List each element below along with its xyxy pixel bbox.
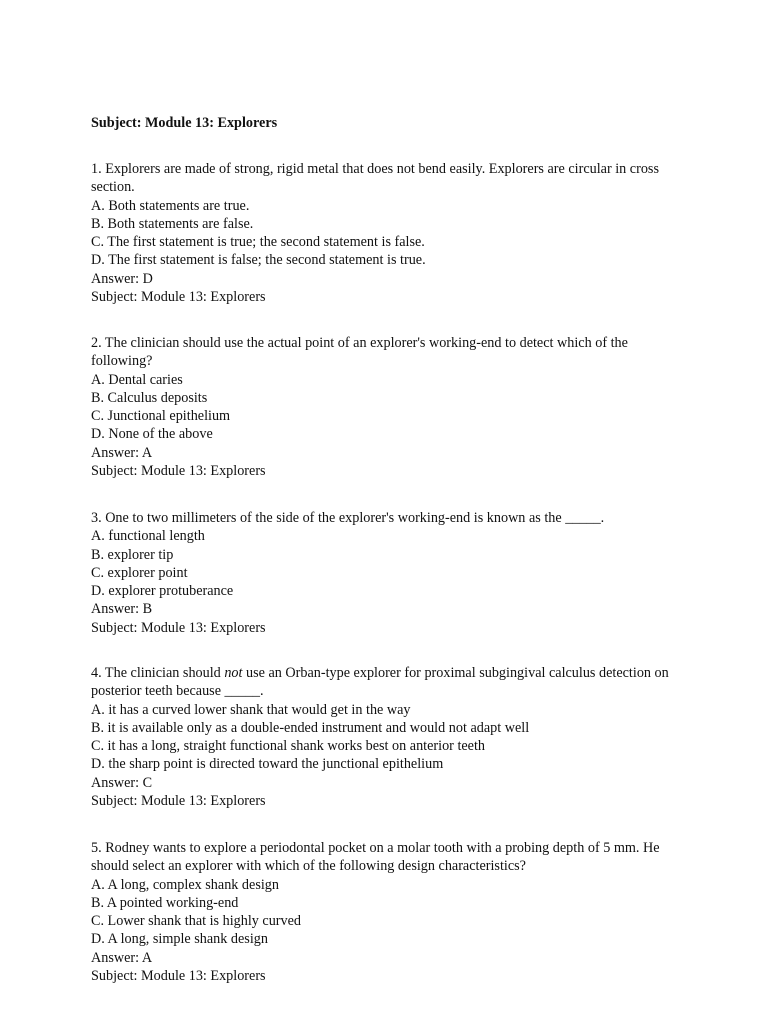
question-stem <box>91 664 681 701</box>
stem-text-after: use an Orban-type explorer for proximal subgingival calculus detection on posterior teeth because _____. <box>91 665 669 700</box>
question-stem: 5. Rodney wants to explore a periodontal pocket on a molar tooth with a probing depth of 5 mm. He should select an explorer with which of the following design characteristics? <box>91 840 660 875</box>
answer-line: Answer: D <box>91 270 153 287</box>
question-stem: 1. Explorers are made of strong, rigid metal that does not bend easily. Explorers are circular in cross section. <box>91 161 659 196</box>
option-a: A. A long, complex shank design <box>91 876 279 893</box>
option-d: D. explorer protuberance <box>91 583 234 600</box>
option-d: D. None of the above <box>91 426 213 443</box>
answer-line: Answer: A <box>91 444 153 461</box>
stem-emphasis: not <box>224 665 243 681</box>
option-d: D. A long, simple shank design <box>91 931 268 948</box>
option-b: B. explorer tip <box>91 546 174 563</box>
option-a: A. it has a curved lower shank that would get in the way <box>91 701 411 718</box>
subject-line: Subject: Module 13: Explorers <box>91 968 266 985</box>
answer-line: Answer: B <box>91 601 153 618</box>
answer-line: Answer: C <box>91 774 153 791</box>
option-c: C. it has a long, straight functional shank works best on anterior teeth <box>91 738 486 755</box>
question-stem: 2. The clinician should use the actual point of an explorer's working-end to detect which of the following? <box>91 335 628 370</box>
subject-line: Subject: Module 13: Explorers <box>91 793 266 810</box>
question-5 <box>91 839 681 985</box>
option-b: B. Both statements are false. <box>91 215 254 232</box>
subject-line: Subject: Module 13: Explorers <box>91 289 266 306</box>
option-c: C. Lower shank that is highly curved <box>91 913 302 930</box>
subject-line: Subject: Module 13: Explorers <box>91 463 266 480</box>
question-3 <box>91 509 681 637</box>
option-a: A. Dental caries <box>91 371 183 388</box>
question-2 <box>91 334 681 480</box>
option-b: B. it is available only as a double-ended instrument and would not adapt well <box>91 719 530 736</box>
option-a: A. functional length <box>91 528 205 545</box>
question-stem: 3. One to two millimeters of the side of the explorer's working-end is known as the _____. <box>91 510 605 526</box>
question-4 <box>91 664 681 810</box>
option-b: B. Calculus deposits <box>91 389 208 406</box>
option-c: C. Junctional epithelium <box>91 408 231 425</box>
question-1 <box>91 160 681 306</box>
document-heading: Subject: Module 13: Explorers <box>91 115 278 131</box>
option-d: D. the sharp point is directed toward the junctional epithelium <box>91 756 444 773</box>
option-c: C. The first statement is true; the second statement is false. <box>91 234 425 251</box>
option-c: C. explorer point <box>91 564 188 581</box>
option-b: B. A pointed working-end <box>91 894 239 911</box>
option-d: D. The first statement is false; the second statement is true. <box>91 252 426 269</box>
stem-text-before: 4. The clinician should <box>91 665 225 681</box>
option-a: A. Both statements are true. <box>91 197 250 214</box>
subject-line: Subject: Module 13: Explorers <box>91 619 266 636</box>
answer-line: Answer: A <box>91 949 153 966</box>
